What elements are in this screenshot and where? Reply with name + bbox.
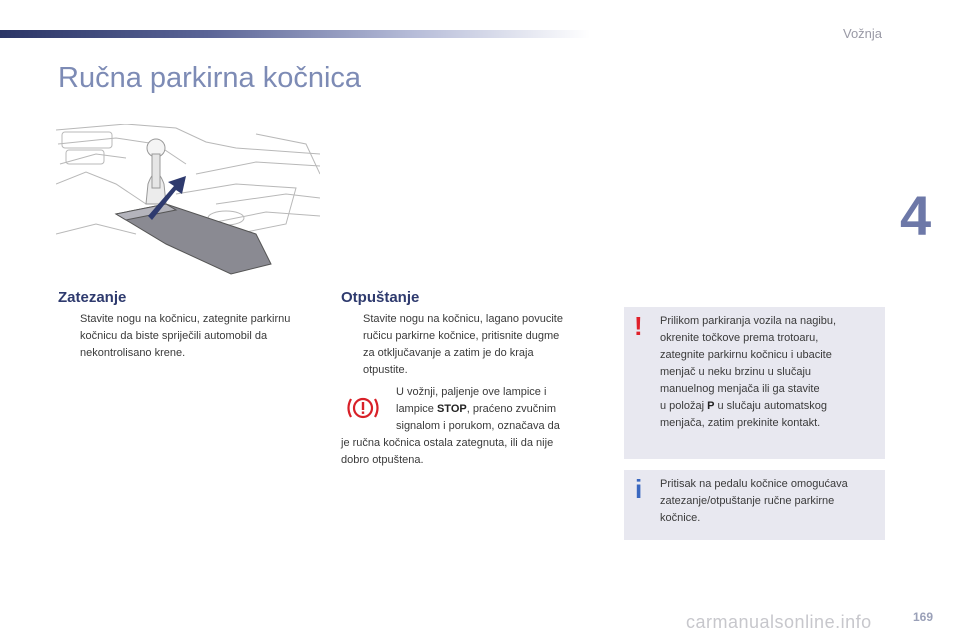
page-title: Ručna parkirna kočnica	[58, 62, 362, 94]
otpustanje-note-continued	[341, 435, 611, 469]
page-number: 169	[913, 610, 934, 624]
zatezanje-line: Stavite nogu na kočnicu, zategnite parkirnu	[80, 313, 291, 325]
otpustanje-line: otpustite.	[363, 364, 408, 376]
warning-line: u položaj P u slučaju automatskog	[660, 400, 827, 412]
brake-warning-icon	[344, 394, 382, 422]
zatezanje-line: kočnicu da biste spriječili automobil da	[80, 330, 268, 342]
note-line: lampice STOP, praćeno zvučnim	[396, 403, 556, 415]
note-line: U vožnji, paljenje ove lampice i	[396, 386, 547, 398]
section-title: Vožnja	[843, 26, 883, 41]
stop-label: STOP	[436, 403, 467, 415]
note-line: signalom i porukom, označava da	[396, 420, 560, 432]
otpustanje-line: ručicu parkirne kočnice, pritisnite dugme	[363, 330, 560, 342]
warning-icon: !	[634, 311, 643, 341]
warning-line: zategnite parkirnu kočnicu i ubacite	[660, 349, 832, 361]
warning-line: menjača, zatim prekinite kontakt.	[660, 417, 821, 429]
parking-brake-lever-illustration	[56, 124, 320, 284]
warning-line: okrenite točkove prema trotoaru,	[660, 332, 819, 344]
chapter-number: 4	[900, 184, 932, 247]
info-box	[624, 470, 885, 540]
heading-otpustanje: Otpuštanje	[341, 289, 420, 306]
info-icon: i	[635, 474, 643, 504]
otpustanje-note	[396, 384, 606, 435]
warning-box	[624, 307, 885, 459]
otpustanje-line: Stavite nogu na kočnicu, lagano povucite	[363, 313, 563, 325]
zatezanje-line: nekontrolisano krene.	[80, 347, 186, 359]
note-line: je ručna kočnica ostala zategnuta, ili da nije	[341, 437, 554, 449]
watermark: carmanualsonline.info	[686, 612, 872, 632]
info-line: zatezanje/otpuštanje ručne parkirne	[660, 495, 835, 507]
info-line: kočnice.	[660, 512, 701, 524]
info-line: Pritisak na pedalu kočnice omogućava	[660, 478, 848, 490]
otpustanje-line: za otključavanje a zatim je do kraja	[363, 347, 534, 359]
note-line: dobro otpuštena.	[341, 454, 424, 466]
gear-p-label: P	[707, 400, 715, 412]
warning-line: menjač u neku brzinu u slučaju	[660, 366, 812, 378]
heading-zatezanje: Zatezanje	[58, 289, 127, 306]
header-gradient-bar	[0, 30, 590, 38]
warning-line: Prilikom parkiranja vozila na nagibu,	[660, 315, 837, 327]
warning-line: manuelnog menjača ili ga stavite	[660, 383, 820, 395]
